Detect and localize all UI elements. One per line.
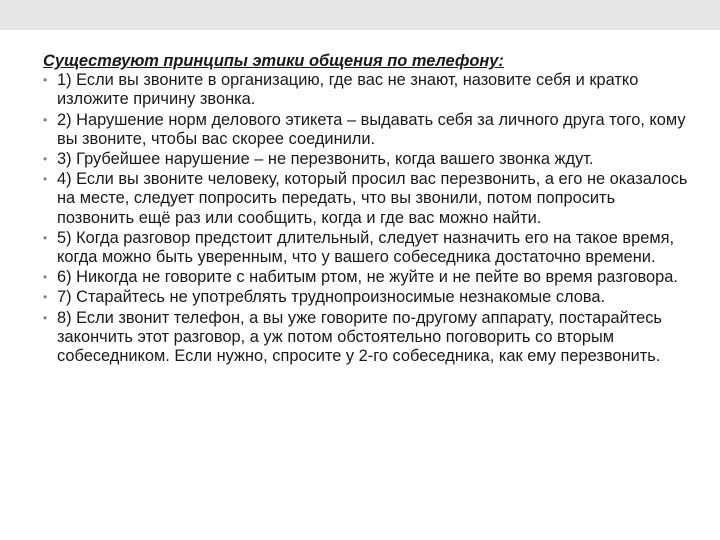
list-item: [43, 111, 693, 149]
list-item-text: 7) Старайтесь не употреблять труднопроизносимые незнакомые слова.: [57, 288, 606, 307]
slide-body: [43, 52, 693, 367]
list-item-text: 8) Если звонит телефон, а вы уже говорите по-другому аппарату, постарайтесь закончить этот разговор, а уж потом обстоятельно поговорить со вторым собеседником. Если нужно, спросите у 2-го собеседника, как ему перезвонить.: [57, 308, 662, 366]
bullet-icon: •: [43, 172, 48, 187]
list-item: [43, 288, 693, 307]
list-item-text: 1) Если вы звоните в организацию, где вас не знают, назовите себя и кратко изложите причину звонка.: [57, 71, 639, 109]
bullet-icon: •: [43, 152, 48, 167]
list-item: [43, 71, 693, 109]
list-item: [43, 309, 693, 367]
slide-top-band: [0, 0, 720, 30]
list-item: [43, 170, 693, 228]
bullet-icon: •: [43, 73, 48, 88]
principles-list: [43, 71, 693, 366]
bullet-icon: •: [43, 112, 48, 127]
list-item: [43, 150, 693, 169]
bullet-icon: •: [43, 230, 48, 245]
list-item-text: 4) Если вы звоните человеку, который просил вас перезвонить, а его не оказалось на месте, следует попросить передать, что вы звонили, потом попросить позвонить ещё раз или сообщить, когда и где вас можно найти.: [57, 170, 688, 227]
slide-heading: Существуют принципы этики общения по телефону:: [43, 52, 504, 70]
list-item-text: 2) Нарушение норм делового этикета – выдавать себя за личного друга того, кому вы звоните, чтобы вас скорее соединили.: [57, 110, 686, 148]
list-item: [43, 268, 693, 287]
list-item: [43, 229, 693, 267]
bullet-icon: •: [43, 290, 48, 305]
list-item-text: 5) Когда разговор предстоит длительный, следует назначить его на такое время, когда можно быть уверенным, что у вашего собеседника достаточно времени.: [57, 228, 675, 267]
list-item-text: 3) Грубейшее нарушение – не перезвонить, когда вашего звонка ждут.: [57, 150, 594, 169]
list-item-text: 6) Никогда не говорите с набитым ртом, не жуйте и не пейте во время разговора.: [57, 268, 678, 287]
bullet-icon: •: [43, 270, 48, 285]
bullet-icon: •: [43, 310, 48, 325]
